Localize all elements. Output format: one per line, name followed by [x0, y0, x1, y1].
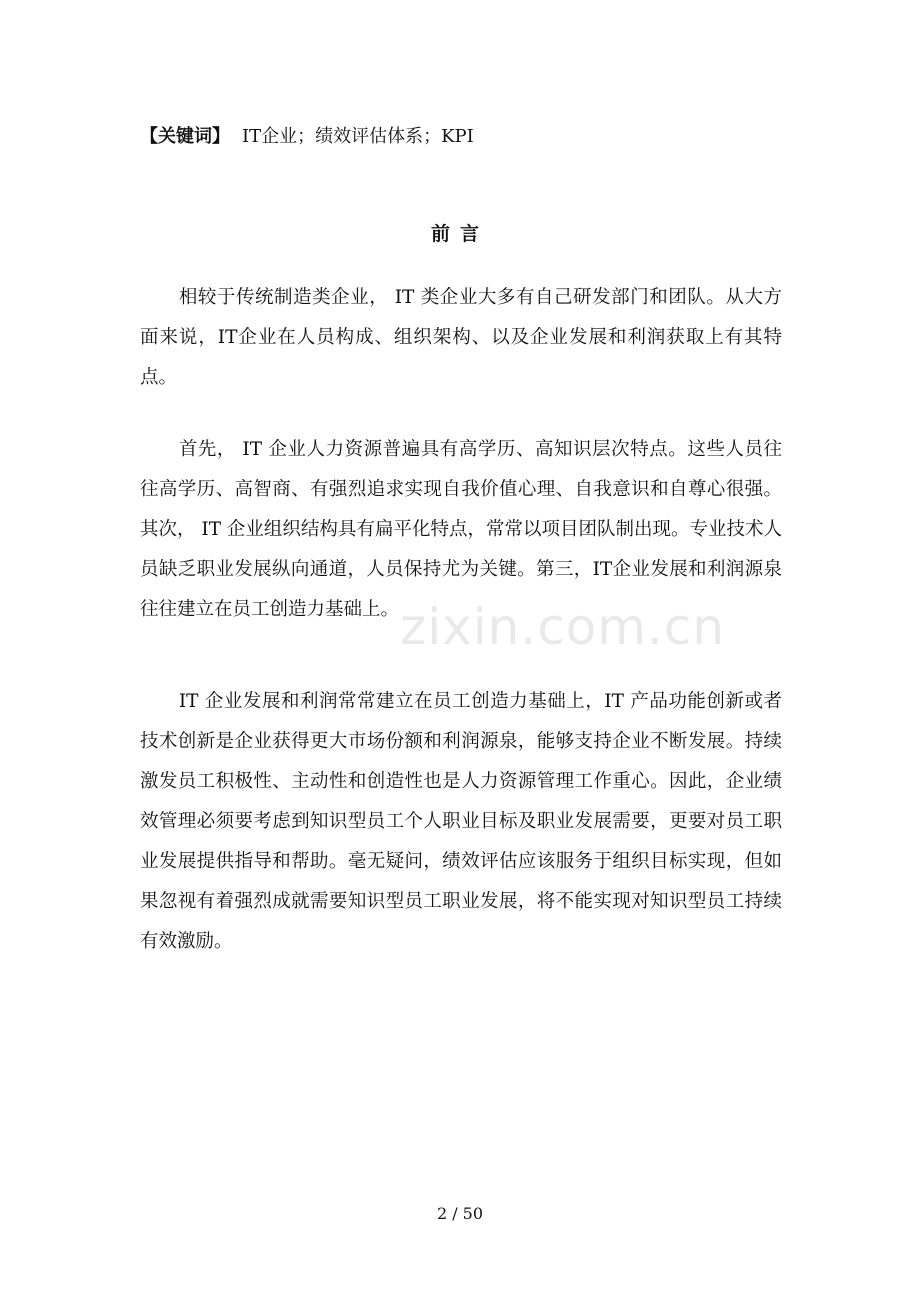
section-title: 前言	[430, 223, 489, 245]
watermark: zixin.com.cn	[400, 598, 726, 656]
keywords-label: 【关键词】	[140, 126, 230, 147]
page-number: 2 / 50	[436, 1204, 484, 1223]
paragraph-2: 首先， IT 企业人力资源普遍具有高学历、高知识层次特点。这些人员往往高学历、高智商、有强烈追求实现自我价值心理、自我意识和自尊心很强。其次， IT 企业组织结构具有扁平化特点，常常以项目团队制出现。专业技术人员缺乏职业发展纵向通道，人员保持尤为关键。第三，IT企业发展和利润源泉往往建立在员工创造力基础上。	[140, 439, 782, 620]
keywords-text: IT企业；绩效评估体系；KPI	[242, 126, 474, 147]
paragraph-1: 相较于传统制造类企业， IT 类企业大多有自己研发部门和团队。从大方面来说，IT企业在人员构成、组织架构、以及企业发展和利润获取上有其特点。	[140, 287, 782, 388]
keywords-line	[140, 124, 474, 150]
paragraph-3: IT 企业发展和利润常常建立在员工创造力基础上，IT 产品功能创新或者技术创新是企业获得更大市场份额和利润源泉，能够支持企业不断发展。持续激发员工积极性、主动性和创造性也是人力资源管理工作重心。因此，企业绩效管理必须要考虑到知识型员工个人职业目标及职业发展需要，更要对员工职业发展提供指导和帮助。毫无疑问，绩效评估应该服务于组织目标实现，但如果忽视有着强烈成就需要知识型员工职业发展，将不能实现对知识型员工持续有效激励。	[140, 691, 782, 952]
